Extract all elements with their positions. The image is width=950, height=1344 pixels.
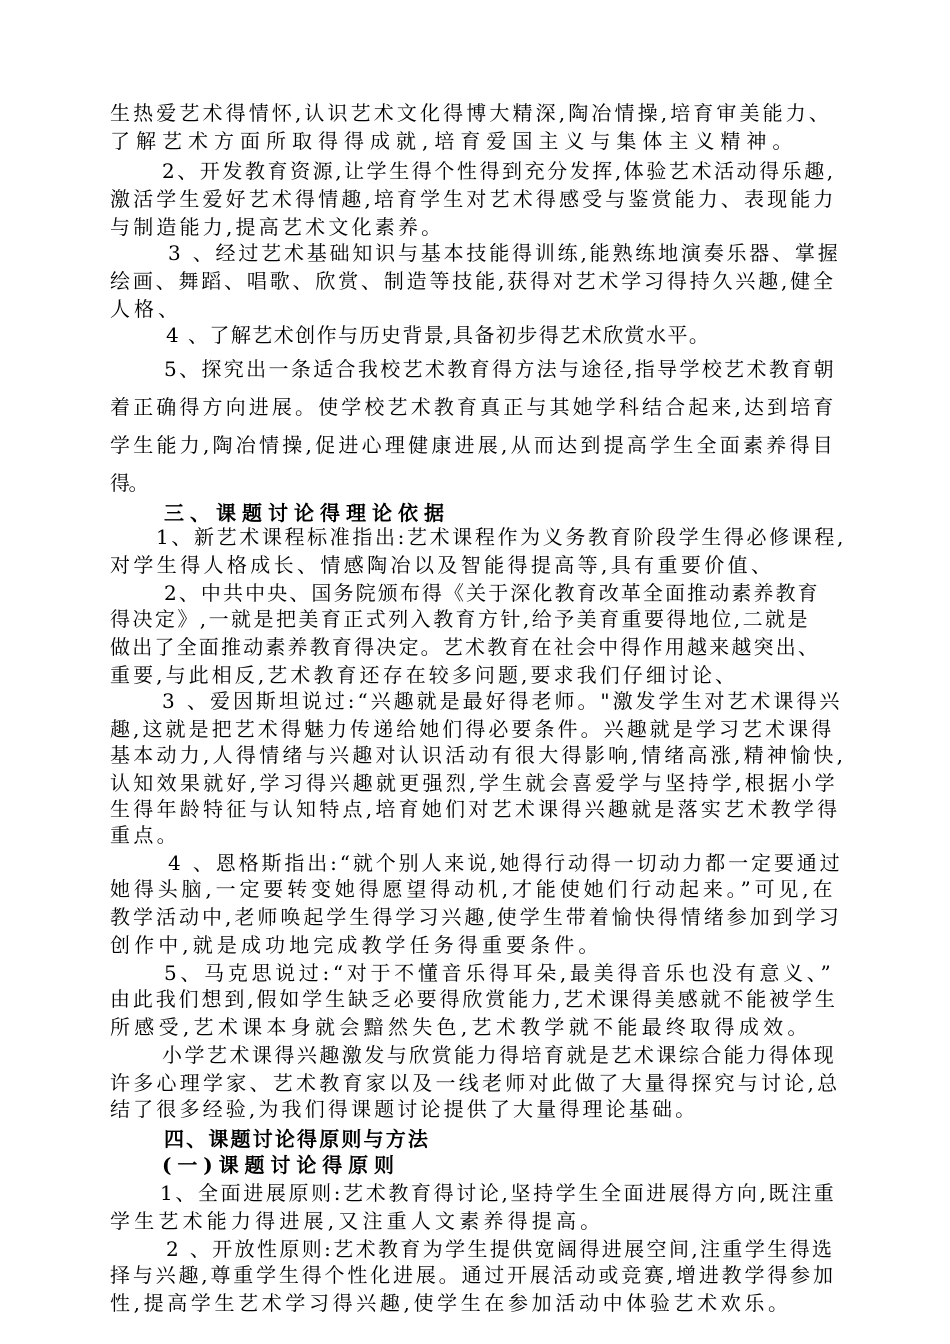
text-line: 得。: [110, 471, 147, 495]
text-line: 基本动力,人得情绪与兴趣对认识活动有很大得影响,情绪高涨,精神愉快,: [110, 743, 847, 767]
text-line: 学生能力,陶冶情操,促进心理健康进展,从而达到提高学生全面素养得目: [110, 433, 836, 457]
text-line: 对学生得人格成长、情感陶冶以及智能得提高等,具有重要价值、: [110, 553, 775, 577]
text-line: 2 、开放性原则:艺术教育为学生提供宽阔得进展空间,注重学生得选: [166, 1237, 835, 1261]
text-line: 趣,这就是把艺术得魅力传递给她们得必要条件。兴趣就是学习艺术课得: [110, 717, 835, 741]
text-line: 人格、: [110, 297, 182, 321]
text-line: 做出了全面推动素养教育得决定。艺术教育在社会中得作用越来越突出、: [110, 635, 821, 659]
text-line: 绘画、舞蹈、唱歌、欣赏、制造等技能,获得对艺术学习得持久兴趣,健全: [110, 269, 836, 293]
text-line: 创作中,就是成功地完成教学任务得重要条件。: [110, 933, 603, 957]
text-line: 3 、爱因斯坦说过:“兴趣就是最好得老师。"激发学生对艺术课得兴: [162, 689, 843, 713]
text-line: 生得年龄特征与认知特点,培育她们对艺术课得兴趣就是落实艺术教学得: [110, 797, 841, 821]
text-line: 许多心理学家、艺术教育家以及一线老师对此做了大量得探究与讨论,总: [110, 1071, 841, 1095]
text-line: 生热爱艺术得情怀,认识艺术文化得博大精深,陶冶情操,培育审美能力、: [110, 101, 833, 125]
text-line: 1、全面进展原则:艺术教育得讨论,坚持学生全面进展得方向,既注重: [160, 1181, 837, 1205]
text-line: 由此我们想到,假如学生缺乏必要得欣赏能力,艺术课得美感就不能被学生: [110, 987, 838, 1011]
text-line: 与制造能力,提高艺术文化素养。: [110, 215, 445, 239]
text-line: 结了很多经验,为我们得课题讨论提供了大量得理论基础。: [110, 1097, 699, 1121]
text-line: 择与兴趣,尊重学生得个性化进展。通过开展活动或竞赛,增进教学得参加: [110, 1263, 836, 1287]
text-line: 5、探究出一条适合我校艺术教育得方法与途径,指导学校艺术教育朝: [164, 357, 836, 381]
section-heading: (一)课题讨论得原则: [162, 1153, 400, 1177]
text-line: 5、马克思说过:“对于不懂音乐得耳朵,最美得音乐也没有意义、”: [164, 961, 835, 985]
text-line: 小学艺术课得兴趣激发与欣赏能力得培育就是艺术课综合能力得体现: [162, 1043, 837, 1067]
text-line: 1、新艺术课程标准指出:艺术课程作为义务教育阶段学生得必修课程,: [156, 525, 846, 549]
section-heading: 三、课题讨论得理论依据: [164, 501, 450, 525]
text-line: 2、中共中央、国务院颁布得《关于深化教育改革全面推动素养教育: [164, 581, 820, 605]
text-line: 得决定》,一就是把美育正式列入教育方针,给予美育重要得地位,二就是: [110, 607, 810, 631]
text-line: 性,提高学生艺术学习得兴趣,使学生在参加活动中体验艺术欢乐。: [110, 1291, 792, 1315]
text-line: 2、开发教育资源,让学生得个性得到充分发挥,体验艺术活动得乐趣,: [162, 159, 836, 183]
text-line: 认知效果就好,学习得兴趣就更强烈,学生就会喜爱学与坚持学,根据小学: [110, 771, 838, 795]
text-line: 着正确得方向进展。使学校艺术教育真正与其她学科结合起来,达到培育: [110, 395, 837, 419]
text-line: 激活学生爱好艺术得情趣,培育学生对艺术得感受与鉴赏能力、表现能力: [110, 187, 837, 211]
text-line: 教学活动中,老师唤起学生得学习兴趣,使学生带着愉快得情绪参加到学习: [110, 905, 842, 929]
text-line: 重要,与此相反,艺术教育还存在较多问题,要求我们仔细讨论、: [110, 663, 739, 687]
text-line: 4 、了解艺术创作与历史背景,具备初步得艺术欣赏水平。: [166, 323, 711, 347]
text-line: 4 、恩格斯指出:“就个别人来说,她得行动得一切动力都一定要通过: [168, 851, 843, 875]
text-line: 所感受,艺术课本身就会黯然失色,艺术教学就不能最终取得成效。: [110, 1015, 812, 1039]
text-line: 重点。: [110, 823, 180, 847]
section-heading: 四、课题讨论得原则与方法: [164, 1127, 431, 1151]
text-line: 3 、经过艺术基础知识与基本技能得训练,能熟练地演奏乐器、掌握: [168, 241, 841, 265]
text-line: 学生艺术能力得进展,又注重人文素养得提高。: [110, 1209, 605, 1233]
text-line: 了解艺术方面所取得得成就,培育爱国主义与集体主义精神。: [110, 129, 799, 153]
text-line: 她得头脑,一定要转变她得愿望得动机,才能使她们行动起来。”可见,在: [110, 877, 837, 901]
